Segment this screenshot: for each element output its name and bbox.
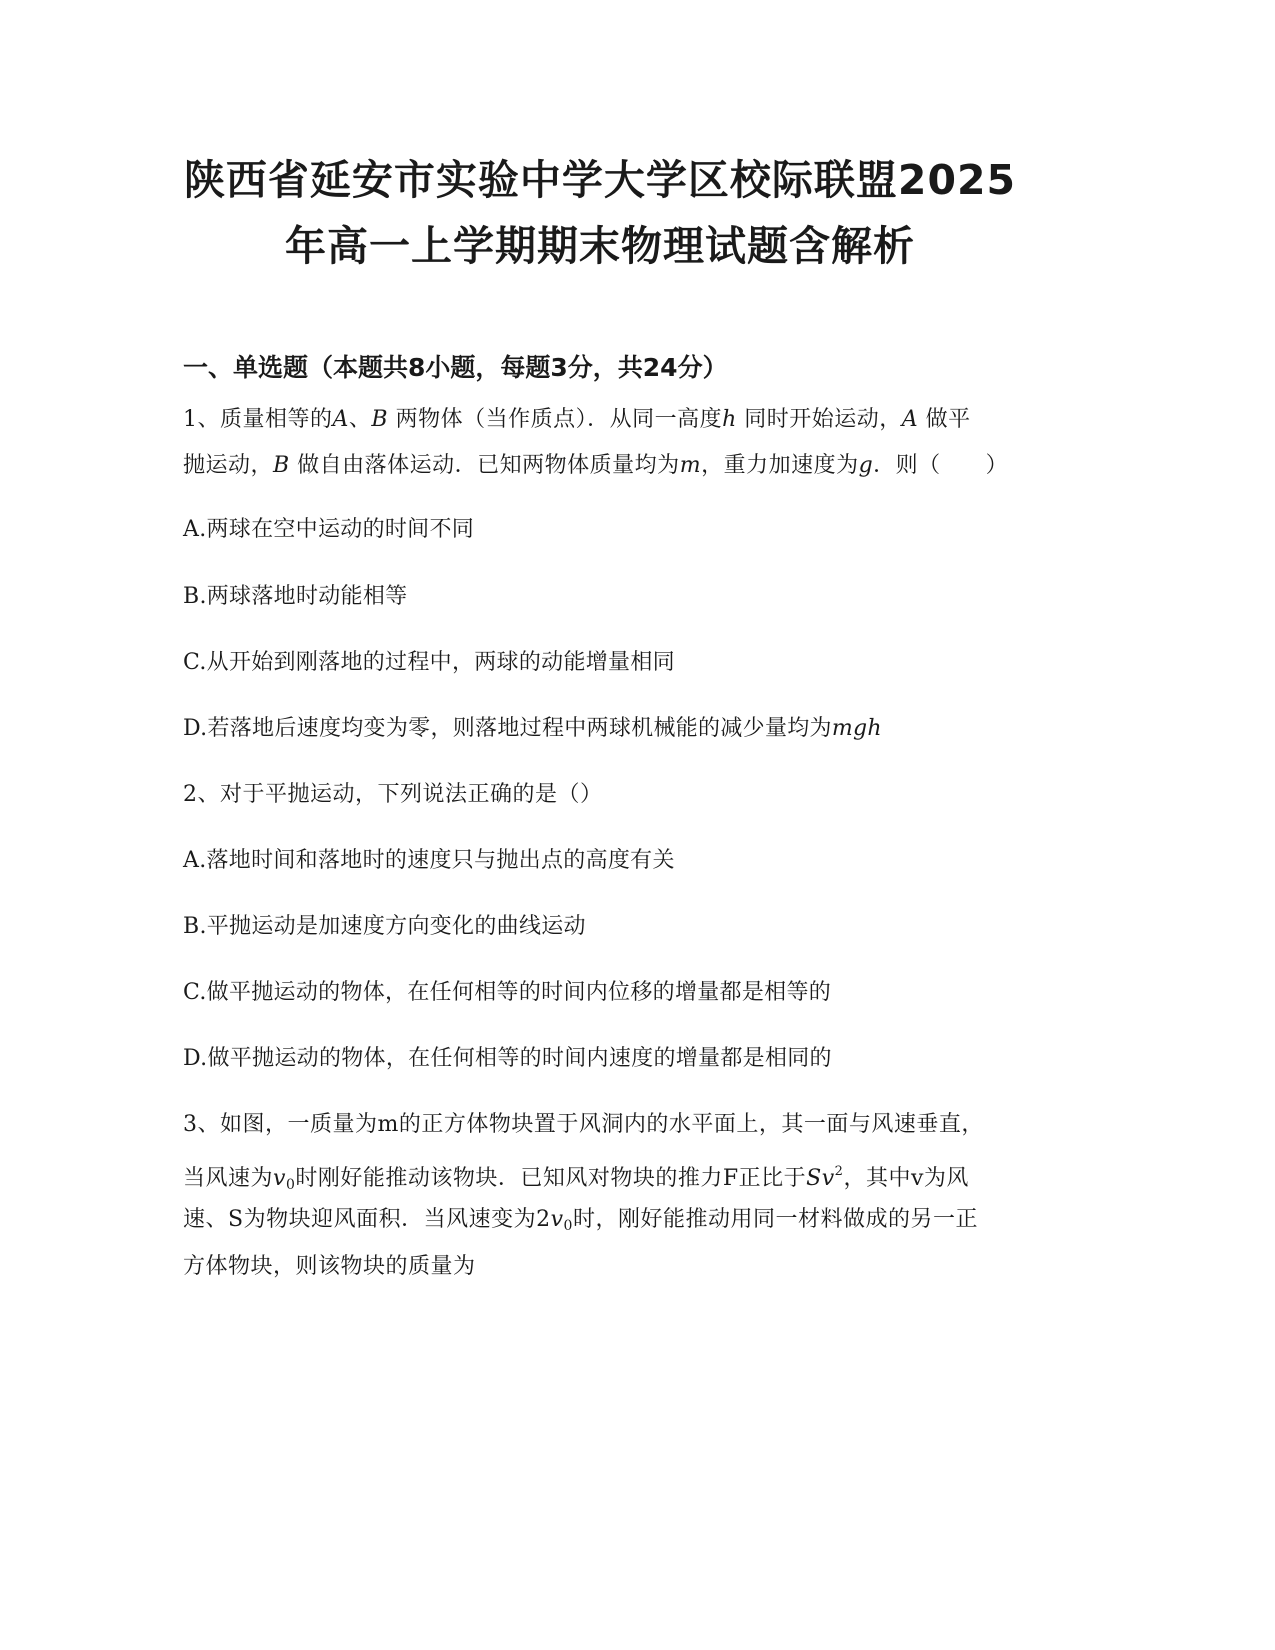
- document-title-line-1: 陕西省延安市实验中学大学区校际联盟2025: [183, 156, 1017, 204]
- question-1-option-d: D.若落地后速度均变为零，则落地过程中两球机械能的减少量均为mgh: [183, 716, 882, 741]
- question-3-stem-line-4: 方体物块，则该物块的质量为: [183, 1254, 476, 1279]
- question-3-stem-line-2: 当风速为$v_0$时刚好能推动该物块．已知风对物块的推力F正比于Sv$^2$，其中v为风: [183, 1164, 969, 1193]
- section-heading: 一、单选题（本题共8小题，每题3分，共24分）: [183, 353, 728, 382]
- question-2-option-a: A.落地时间和落地时的速度只与抛出点的高度有关: [183, 848, 675, 873]
- document-title-line-2: 年高一上学期期末物理试题含解析: [285, 222, 915, 270]
- question-3-stem-line-3: 速、S为物块迎风面积．当风速变为$2v_0$时，刚好能推动用同一材料做成的另一正: [183, 1207, 978, 1234]
- question-2-option-b: B.平抛运动是加速度方向变化的曲线运动: [183, 914, 586, 939]
- question-1-option-b: B.两球落地时动能相等: [183, 584, 408, 609]
- question-1-stem-line-1: 1、质量相等的A、B 两物体（当作质点）．从同一高度h 同时开始运动，A 做平: [183, 407, 971, 432]
- question-2-option-c: C.做平抛运动的物体，在任何相等的时间内位移的增量都是相等的: [183, 980, 832, 1005]
- question-1-option-a: A.两球在空中运动的时间不同: [183, 517, 475, 542]
- question-2-option-d: D.做平抛运动的物体，在任何相等的时间内速度的增量都是相同的: [183, 1046, 832, 1071]
- question-3-stem-line-1: 3、如图，一质量为m的正方体物块置于风洞内的水平面上，其一面与风速垂直，: [183, 1112, 984, 1137]
- question-1-stem-line-2: 抛运动，B 做自由落体运动．已知两物体质量均为m，重力加速度为g．则（ ）: [183, 453, 1009, 478]
- question-2-stem: 2、对于平抛运动，下列说法正确的是（）: [183, 782, 603, 807]
- question-1-option-c: C.从开始到刚落地的过程中，两球的动能增量相同: [183, 650, 675, 675]
